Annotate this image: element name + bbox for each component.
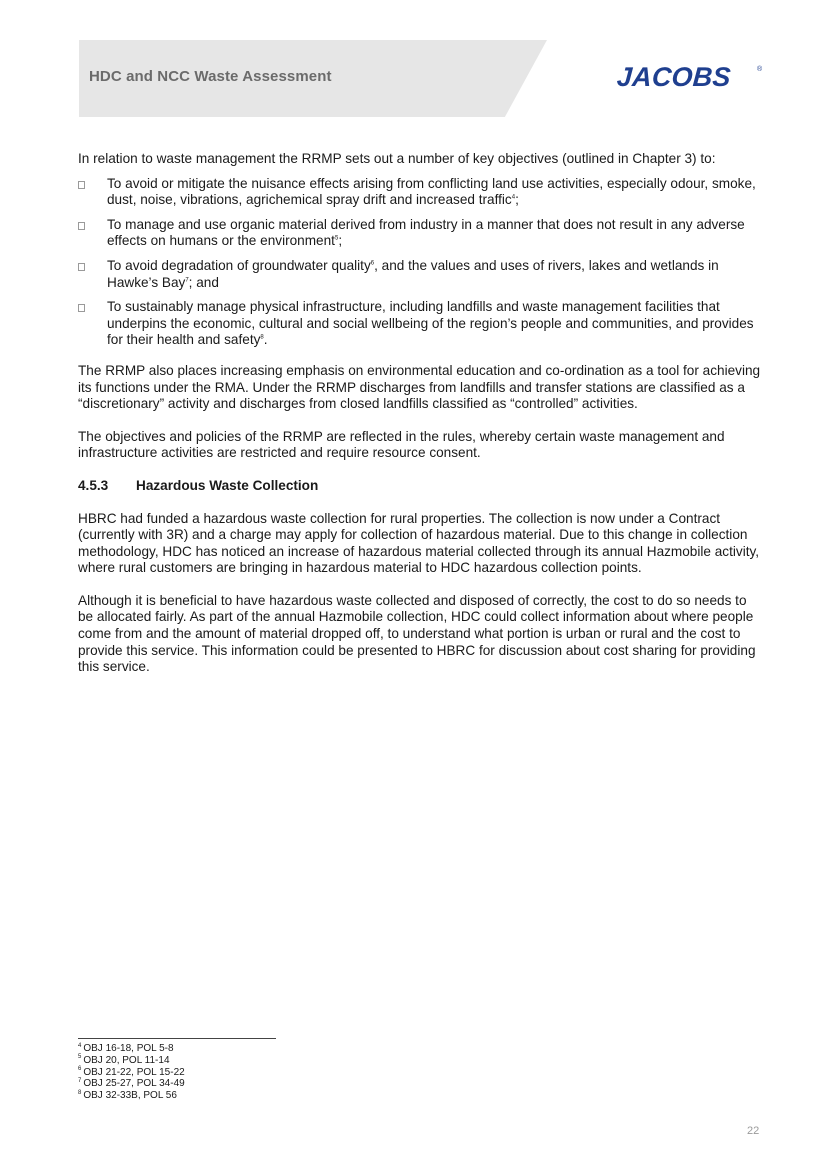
section-title: Hazardous Waste Collection [136, 477, 319, 493]
rrmp-paragraph: The RRMP also places increasing emphasis on environmental education and co-ordination as a tool for achieving its functions under the RMA. Under the RRMP discharges from landfills and transfer stations are classified as a “discretionary” activity and discharges from closed landfills classified as “controlled” activities. [78, 362, 761, 412]
body-content [78, 151, 762, 692]
bullet-box-icon [78, 263, 85, 271]
list-item: To avoid degradation of groundwater quality$^6$, and the values and uses of rivers, lakes and wetlands in Hawke’s Bay$^7$; and [78, 258, 762, 291]
footnote-ref: 4 [511, 194, 516, 201]
footnote: $^5$ OBJ 20, POL 11-14 [78, 1054, 170, 1066]
footnotes [78, 1043, 185, 1102]
footnote-ref: 7 [185, 277, 189, 284]
cost-paragraph: Although it is beneficial to have hazardous waste collected and disposed of correctly, the cost to do so needs to be allocated fairly. As part of the annual Hazmobile collection, HDC could collect information about where people come from and the amount of material dropped off, to understand what portion is urban or rural and the cost to provide this service. This information could be presented to HBRC for discussion about cost sharing for providing this service. [78, 592, 756, 675]
footnote-ref: 6 [370, 260, 375, 267]
bullet-box-icon [78, 304, 85, 312]
footnote: $^6$ OBJ 21-22, POL 15-22 [78, 1066, 185, 1078]
list-item: To sustainably manage physical infrastructure, including landfills and waste management facilities that underpins the economic, cultural and social wellbeing of the region’s people and communities, and provides for their health and safety$^8$. [78, 299, 762, 349]
bullet-box-icon [78, 222, 85, 230]
bullet-box-icon [78, 181, 85, 189]
page-number: 22 [747, 1125, 760, 1137]
footnote: $^8$ OBJ 32-33B, POL 56 [78, 1089, 177, 1102]
objectives-list [78, 176, 762, 349]
list-item: To avoid or mitigate the nuisance effects arising from conflicting land use activities, especially odour, smoke, dust, noise, vibrations, agrichemical spray drift and increased traffic$^4$; [78, 176, 762, 209]
footnote: $^7$ OBJ 25-27, POL 34-49 [78, 1078, 185, 1090]
footnote: $^4$ OBJ 16-18, POL 5-8 [78, 1042, 174, 1054]
footnote-divider [78, 1038, 276, 1039]
list-item: To manage and use organic material derived from industry in a manner that does not result in any adverse effects on humans or the environment$^5$; [78, 217, 762, 250]
hbrc-paragraph: HBRC had funded a hazardous waste collection for rural properties. The collection is now under a Contract (currently with 3R) and a charge may apply for collection of hazardous material. Due to this change in collection methodology, HDC has noticed an increase of hazardous material collected through its annual Hazmobile activity, where rural customers are bringing in hazardous material to HDC hazardous collection points. [78, 510, 760, 576]
objectives-paragraph: The objectives and policies of the RRMP are reflected in the rules, whereby certain waste management and infrastructure activities are restricted and require resource consent. [78, 428, 725, 461]
section-heading [78, 478, 762, 495]
document-title: HDC and NCC Waste Assessment [89, 68, 332, 85]
footnote-ref: 5 [334, 235, 339, 242]
jacobs-logo: JACOBS [615, 62, 732, 92]
intro-paragraph: In relation to waste management the RRMP sets out a number of key objectives (outlined in Chapter 3) to: [78, 151, 716, 166]
footnote-ref: 8 [260, 334, 264, 341]
logo-registered-mark: ® [757, 66, 763, 73]
section-number: 4.5.3 [78, 477, 109, 493]
